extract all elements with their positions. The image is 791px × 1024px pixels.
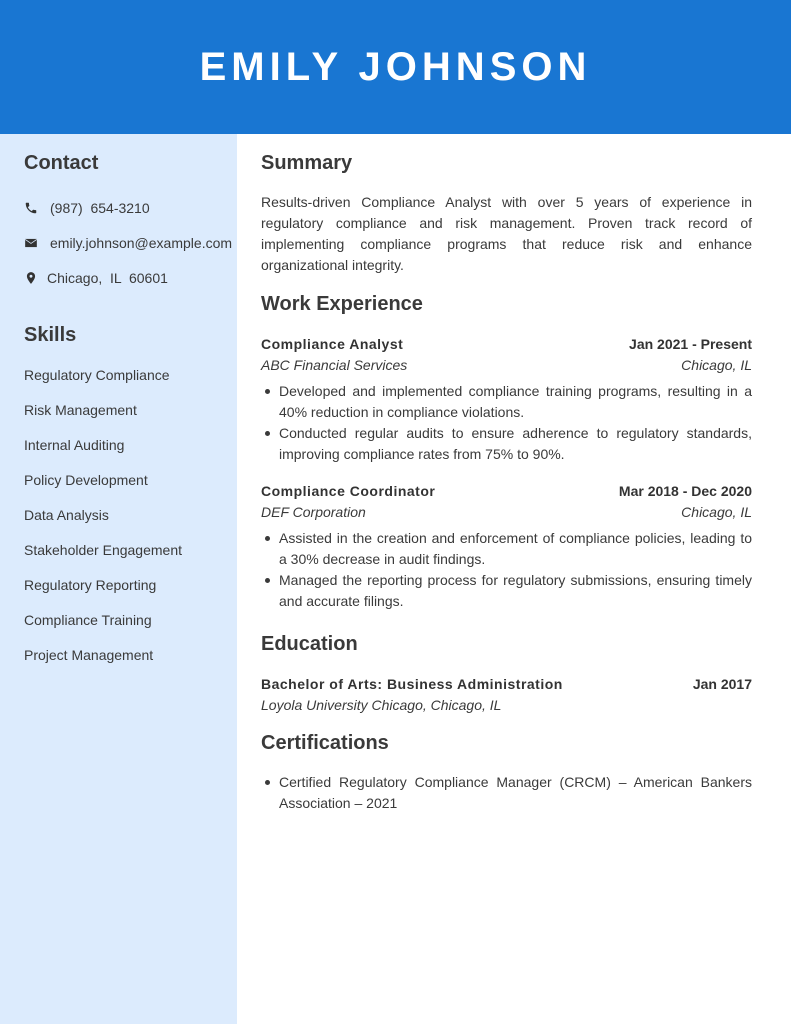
- list-item: Assisted in the creation and enforcement of compliance policies, leading to a 30% decrease in audit findings.: [261, 528, 752, 570]
- job-dates: Mar 2018 - Dec 2020: [618, 483, 752, 499]
- job-bullets: [261, 381, 752, 465]
- certifications-heading: Certifications: [261, 732, 389, 754]
- summary-heading: Summary: [261, 152, 353, 174]
- education-date: Jan 2017: [692, 676, 752, 692]
- job-location: Chicago, IL: [681, 504, 752, 520]
- job-dates: Jan 2021 - Present: [629, 336, 752, 352]
- job-subheader: [261, 503, 752, 521]
- job-company: ABC Financial Services: [261, 357, 408, 373]
- contact-email: [24, 235, 232, 251]
- job-header: [261, 482, 752, 500]
- job-title: Compliance Analyst: [261, 336, 404, 352]
- email-text[interactable]: emily.johnson@example.com: [50, 235, 233, 251]
- education-school-row: [261, 696, 752, 714]
- skill-item: Project Management: [24, 647, 154, 663]
- phone-text: (987) 654-3210: [50, 200, 150, 216]
- skill-item: Regulatory Reporting: [24, 577, 157, 593]
- job-location: Chicago, IL: [681, 357, 752, 373]
- experience-heading: Work Experience: [261, 293, 423, 315]
- contact-phone: [24, 200, 150, 216]
- list-item: Managed the reporting process for regulatory submissions, ensuring timely and accurate filings.: [261, 570, 752, 612]
- degree: Bachelor of Arts: Business Administration: [261, 676, 563, 692]
- list-item: Certified Regulatory Compliance Manager (CRCM) – American Bankers Association – 2021: [261, 772, 752, 814]
- contact-location: [24, 270, 168, 286]
- contact-heading: Contact: [24, 152, 99, 174]
- summary-text: Results-driven Compliance Analyst with over 5 years of experience in regulatory compliance and risk management. Proven track record of implementing compliance programs that reduce risk and enhance organizational integrity.: [261, 194, 752, 273]
- list-item: Conducted regular audits to ensure adherence to regulatory standards, improving compliance rates from 75% to 90%.: [261, 423, 752, 465]
- job-bullets: [261, 528, 752, 612]
- location-text: Chicago, IL 60601: [47, 270, 168, 286]
- skill-item: Policy Development: [24, 472, 148, 488]
- job-header: [261, 335, 752, 353]
- skill-item: Compliance Training: [24, 612, 152, 628]
- skill-item: Risk Management: [24, 402, 137, 418]
- education-heading: Education: [261, 633, 358, 655]
- map-pin-icon: [24, 271, 38, 285]
- school: Loyola University Chicago, Chicago, IL: [261, 697, 502, 713]
- skill-item: Regulatory Compliance: [24, 367, 170, 383]
- certifications-list: [261, 772, 752, 814]
- candidate-name: EMILY JOHNSON: [199, 44, 592, 89]
- list-item: Developed and implemented compliance training programs, resulting in a 40% reduction in compliance violations.: [261, 381, 752, 423]
- skill-item: Internal Auditing: [24, 437, 125, 453]
- header-banner: [0, 0, 791, 134]
- skill-item: Stakeholder Engagement: [24, 542, 182, 558]
- education-header: [261, 675, 752, 693]
- phone-icon: [24, 201, 38, 215]
- job-title: Compliance Coordinator: [261, 483, 436, 499]
- job-subheader: [261, 356, 752, 374]
- skills-heading: Skills: [24, 324, 77, 346]
- skill-item: Data Analysis: [24, 507, 109, 523]
- job-company: DEF Corporation: [261, 504, 366, 520]
- envelope-icon: [24, 236, 38, 250]
